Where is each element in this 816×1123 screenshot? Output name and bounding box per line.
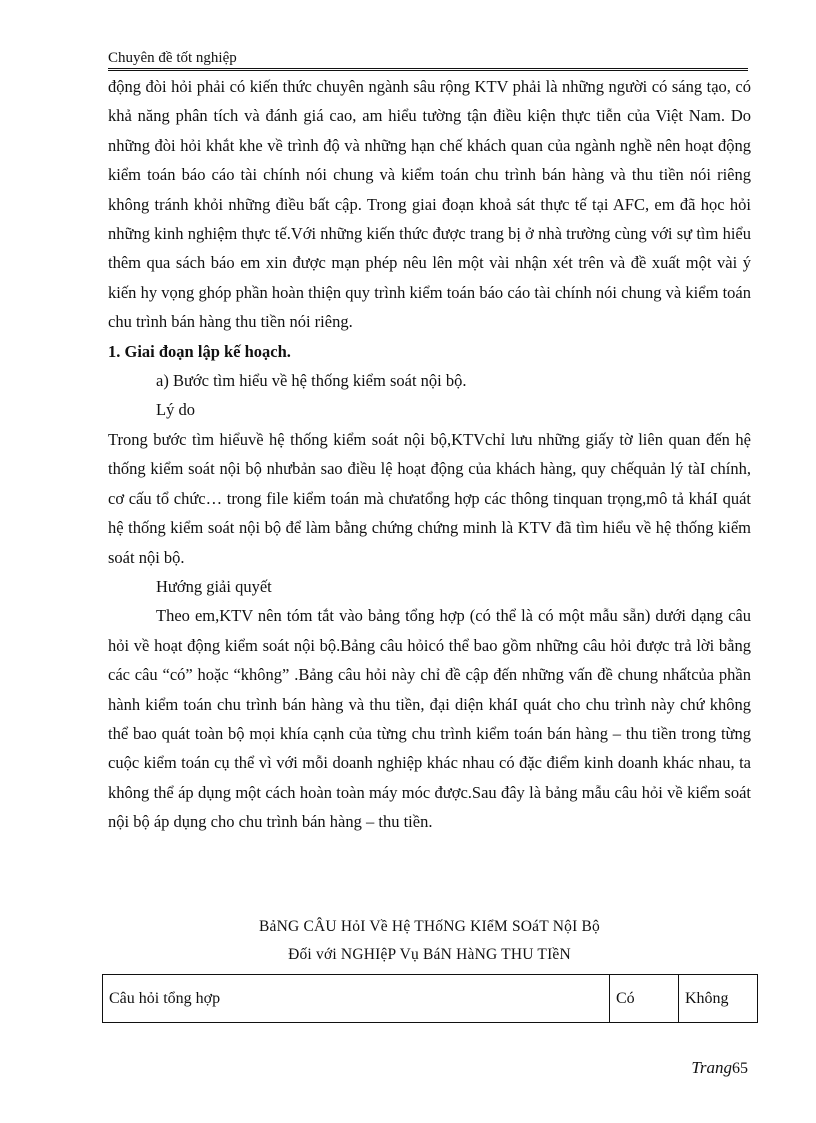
header-cell-no: Không [679,975,758,1023]
solution-label: Hướng giải quyết [156,576,272,596]
reason-paragraph: Trong bước tìm hiểuvề hệ thống kiểm soát nội bộ,KTVchỉ lưu những giấy tờ liên quan đến hệ thống kiểm soát nội bộ nhưbản sao điều lệ hoạt động của khách hàng, quy chếquản lý tàI chính, cơ cấu tổ chức… trong file kiểm toán mà chưatổng hợp các thông tinquan trọng,mô tả kháI quát hệ thống kiểm soát nội bộ để làm bằng chứng chứng minh là KTV đã tìm hiểu về hệ thống kiểm soát nội bộ. [108,429,751,567]
questionnaire-table [102,974,758,1023]
header-cell-yes: Có [610,975,679,1023]
header-title: Chuyên đề tốt nghiệp [108,50,237,66]
header-cell-question: Câu hỏi tổng hợp [103,975,610,1023]
document-body [108,72,751,837]
reason-label: Lý do [156,400,195,420]
page-header [108,48,748,71]
solution-paragraph: Theo em,KTV nên tóm tắt vào bảng tổng hợp (có thể là có một mẫu sẵn) dưới dạng câu hỏi về hoạt động kiểm soát nội bộ.Bảng câu hỏicó thể bao gồm những câu hỏi được trả lời bằng các câu “có” hoặc “không” .Bảng câu hỏi này chỉ đề cập đến những vấn đề chung nhấtcủa phần hành kiểm toán chu trình bán hàng và thu tiền, đại diện kháI quát cho chu trình này chứ không thể bao quát toàn bộ mọi khía cạnh của từng chu trình kiểm toán bán hàng – thu tiền trong từng cuộc kiểm toán cụ thể vì với mỗi doanh nghiệp khác nhau có đặc điểm kinh doanh khác nhau, ta không thể áp dụng một cách hoàn toàn máy móc được.Sau đây là bảng mẫu câu hỏi về kiểm soát nội bộ áp dụng cho chu trình bán hàng – thu tiền. [108,606,751,832]
page-footer [691,1058,748,1078]
intro-paragraph: động đòi hỏi phải có kiến thức chuyên ngành sâu rộng KTV phải là những người có sáng tạo, có khả năng phân tích và đánh giá cao, am hiểu tường tận điều kiện thực tiễn của Việt Nam. Do những đòi hỏi khắt khe về trình độ và những hạn chế khách quan của ngành nghề nên hoạt động kiểm toán báo cáo tài chính nói chung và kiểm toán chu trình bán hàng và thu tiền nói riêng không tránh khỏi những điều bất cập. Trong giai đoạn khoả sát thực tế tại AFC, em đã học hỏi những kinh nghiệm thực tế.Với những kiến thức được trang bị ở nhà trường cùng với sự tìm hiểu thêm qua sách báo em xin được mạn phép nêu lên một vài nhận xét trên và đề xuất một vài ý kiến hy vọng ghóp phần hoàn thiện quy trình kiểm toán báo cáo tài chính nói chung và kiểm toán chu trình bán hàng thu tiền nói riêng. [108,77,751,332]
table-header-row [103,975,758,1023]
step-a-heading: a) Bước tìm hiểu về hệ thống kiểm soát nội bộ. [156,371,467,391]
footer-label: Trang [691,1058,732,1077]
table-title-line1: BảNG CÂU HỏI Về Hệ THốNG KIểM SOáT NộI Bộ [259,918,600,935]
page-number: 65 [732,1060,748,1077]
table-title-line2: Đối với NGHIệP Vụ BáN HàNG THU TIềN [288,946,571,963]
section-heading: 1. Giai đoạn lập kế hoạch. [108,341,291,361]
